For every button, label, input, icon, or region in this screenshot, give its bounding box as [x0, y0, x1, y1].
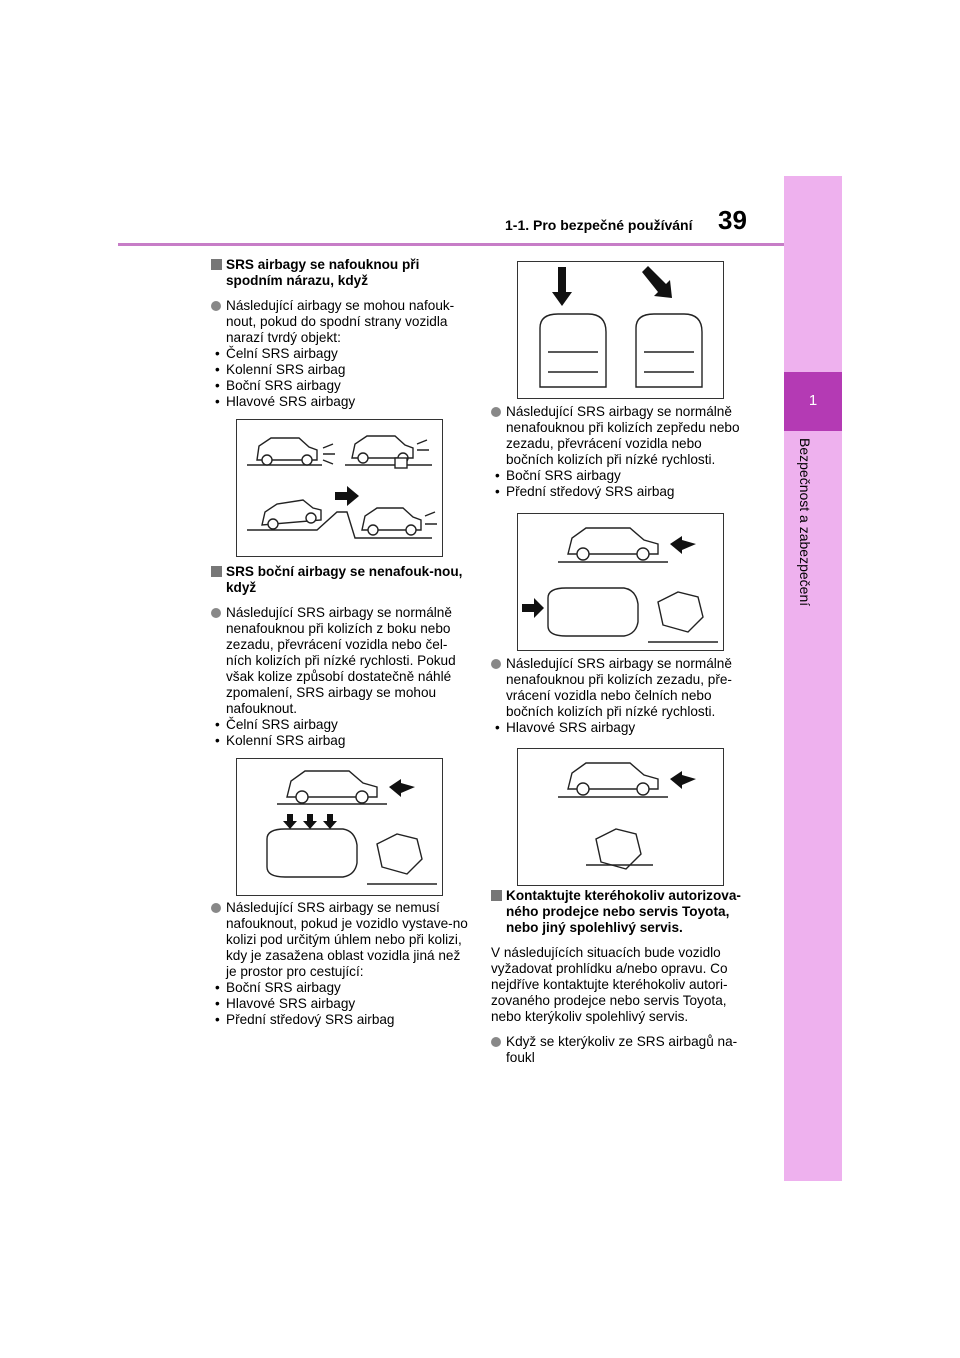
list-item: • Kolenní SRS airbag	[211, 362, 473, 378]
chapter-title: Bezpečnost a zabezpečení	[797, 438, 813, 607]
list-item: • Kolenní SRS airbag	[211, 733, 473, 749]
list-item: • Boční SRS airbagy	[211, 980, 473, 996]
chapter-number: 1	[808, 392, 818, 409]
header-rule	[118, 243, 786, 246]
list-item: • Přední středový SRS airbag	[491, 484, 753, 500]
para-rear-rollover: Následující SRS airbagy se normálně nenafouknou při kolizích zezadu, pře-vrácení vozidla nebo čelních nebo bočních kolizích při nízké rychlosti.	[491, 656, 753, 720]
list-item: • Hlavové SRS airbagy	[491, 720, 753, 736]
heading-side-airbags: SRS boční airbagy se nenafouk-nou, když	[211, 564, 473, 596]
page-number: 39	[718, 205, 747, 235]
left-block-1	[211, 257, 473, 410]
heading-underbody: SRS airbagy se nafouknou při spodním nárazu, když	[211, 257, 473, 289]
figure-rear-collision-1	[517, 513, 724, 651]
para-side-airbags: Následující SRS airbagy se normálně nenafouknou při kolizích z boku nebo zezadu, převrácení vozidla nebo čel-ních kolizích při nízké rychlosti. Pokud však kolize způsobí dostatečně náhlé zpomalení, SRS airbagy se mohou nafouknout.	[211, 605, 473, 717]
side-tab	[784, 176, 842, 1181]
list-item: • Boční SRS airbagy	[491, 468, 753, 484]
right-block-2	[491, 656, 753, 736]
figure-underbody-collision	[236, 419, 443, 557]
list-item: • Čelní SRS airbagy	[211, 346, 473, 362]
list-item: • Hlavové SRS airbagy	[211, 394, 473, 410]
figure-rear-collision-2	[517, 748, 724, 886]
para-front-rear: Následující SRS airbagy se normálně nenafouknou při kolizích zepředu nebo zezadu, převrácení vozidla nebo bočních kolizích při nízké rychlosti.	[491, 404, 753, 468]
list-item: • Boční SRS airbagy	[211, 378, 473, 394]
para-airbag-inflated: Když se kterýkoliv ze SRS airbagů na-foukl	[491, 1034, 753, 1066]
para-underbody: Následující airbagy se mohou nafouk-nout, pokud do spodní strany vozidla narazí tvrdý objekt:	[211, 298, 473, 346]
list-item: • Přední středový SRS airbag	[211, 1012, 473, 1028]
para-angle-collision: Následující SRS airbagy se nemusí nafouknout, pokud je vozidlo vystave-no kolizi pod určitým úhlem nebo při kolizi, kdy je zasažena oblast vozidla jiná než je prostor pro cestující:	[211, 900, 473, 980]
heading-contact-dealer: Kontaktujte kteréhokoliv autorizova-ného prodejce nebo servis Toyota, nebo jiný spolehlivý servis.	[491, 888, 753, 936]
para-inspection: V následujících situacích bude vozidlo vyžadovat prohlídku a/nebo opravu. Co nejdříve kontaktujte kteréhokoliv autori-zovaného prodejce nebo servis Toyota, nebo kterýkoliv spolehlivý servis.	[491, 945, 728, 1024]
section-title: 1-1. Pro bezpečné používání	[505, 217, 693, 233]
right-block-1	[491, 404, 753, 500]
right-block-3	[491, 888, 753, 1066]
list-item: • Čelní SRS airbagy	[211, 717, 473, 733]
left-block-3	[211, 900, 473, 1028]
figure-angled-collision	[517, 261, 724, 399]
figure-side-rear-collision	[236, 758, 443, 896]
left-block-2	[211, 564, 473, 749]
list-item: • Hlavové SRS airbagy	[211, 996, 473, 1012]
